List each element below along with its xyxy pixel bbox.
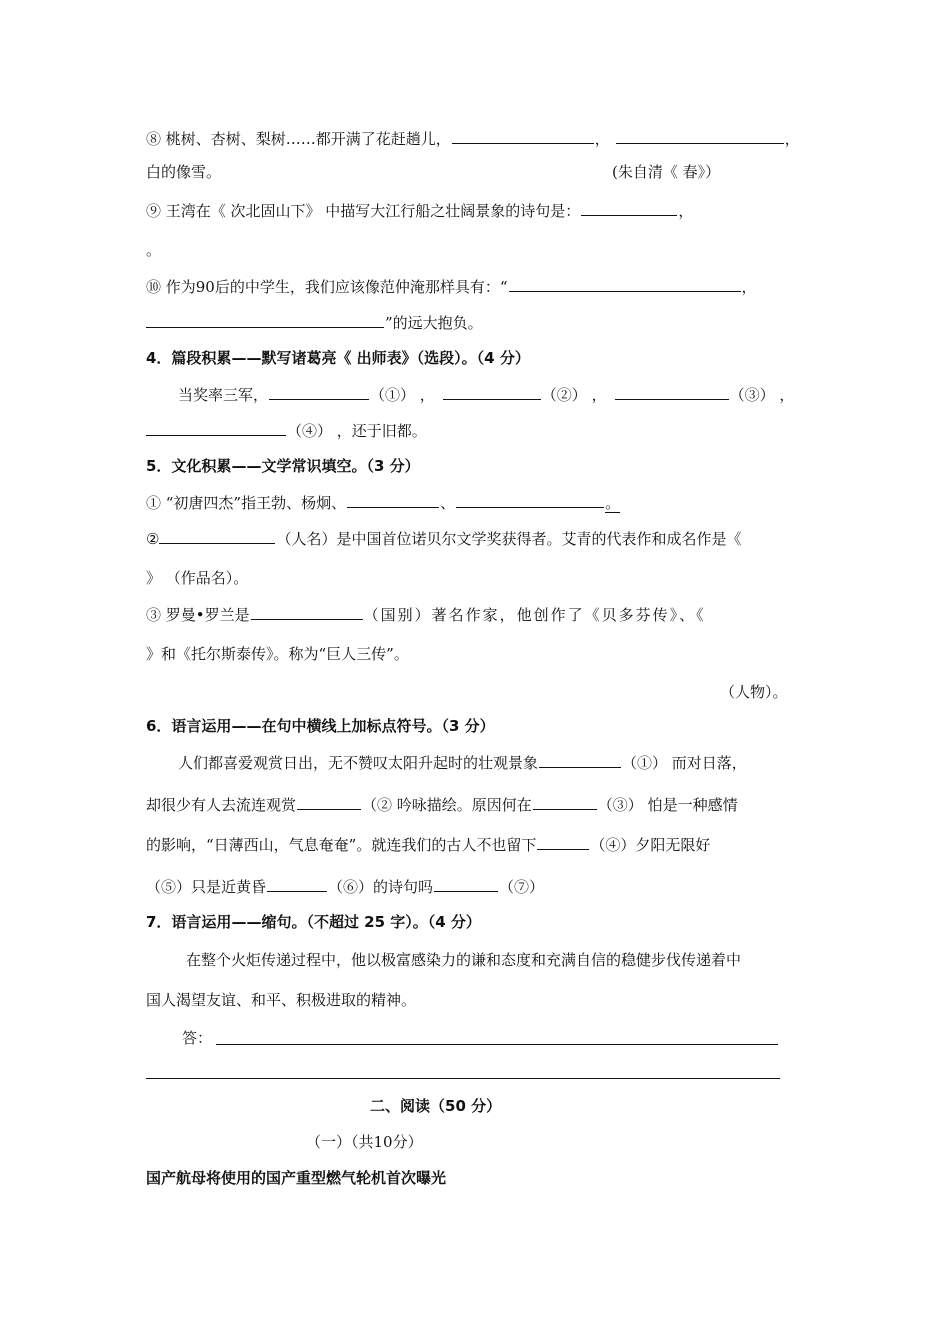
q6-title: 6．语言运用——在句中横线上加标点符号。（3 分） xyxy=(146,717,495,735)
q6-line2: 却很少有人去流连观赏 （② 吟咏描绘。原因何在 （③） 怕是一种感情 xyxy=(146,796,738,814)
blank-5-1a[interactable] xyxy=(347,492,439,508)
q6-line1: 人们都喜爱观赏日出，无不赞叹太阳升起时的壮观景象 （①） 而对日落， xyxy=(178,754,747,772)
blank-9[interactable] xyxy=(581,200,677,216)
blank-6-5[interactable] xyxy=(267,876,327,892)
q3-item8-line2 xyxy=(146,162,221,182)
q7-text1: 在整个火炬传递过程中，他以极富感染力的谦和态度和充满自信的稳健步伐传递着中 xyxy=(186,951,742,969)
q5-item3-line3: （人物）。 xyxy=(720,683,788,701)
q3-item9-line2: 。 xyxy=(146,241,162,259)
blank-6-6[interactable] xyxy=(434,876,498,892)
q7-title: 7．语言运用——缩句。（不超过 25 字）。（4 分） xyxy=(146,913,481,931)
q3-item8-text: ⑧ 桃树、杏树、梨树……都开满了花赶趟儿， xyxy=(146,130,451,148)
q7-answer-line-2[interactable] xyxy=(146,1078,780,1079)
q5-title: 5．文化积累——文学常识填空。（3 分） xyxy=(146,457,420,475)
blank-8a[interactable] xyxy=(452,128,594,144)
q5-item2-line2: 》 （作品名）。 xyxy=(146,569,249,587)
blank-6-3[interactable] xyxy=(533,794,597,810)
blank-5-1b[interactable] xyxy=(456,492,604,508)
q5-item1: ① “初唐四杰”指王勃、杨炯、 、 。 xyxy=(146,494,621,512)
blank-4-1[interactable] xyxy=(269,384,369,400)
q7-answer-label: 答： xyxy=(182,1029,213,1047)
blank-5-3[interactable] xyxy=(251,604,363,620)
q6-line4: （⑤）只是近黄昏 （⑥）的诗句吗 （⑦） xyxy=(146,878,545,896)
q4-title: 4．篇段积累——默写诸葛亮《 出师表》（选段）。（4 分） xyxy=(146,349,530,367)
blank-5-2[interactable] xyxy=(159,528,275,544)
blank-10b[interactable] xyxy=(146,312,384,328)
q3-item8-line1: ⑧ 桃树、杏树、梨树……都开满了花赶趟儿， ， ， xyxy=(146,130,800,148)
q4-line2: （④） ，还于旧都。 xyxy=(146,420,427,441)
part2-heading: 二、阅读（50 分） xyxy=(370,1097,502,1115)
blank-4-4[interactable] xyxy=(146,420,286,436)
q6-line3: 的影响，“日薄西山，气息奄奄”。就连我们的古人不也留下 （④）夕阳无限好 xyxy=(146,836,711,854)
q4-line1: 当奖率三军， （①） ， （②） ， （③） ， xyxy=(178,386,795,404)
q3-item10-line2: ”的远大抱负。 xyxy=(146,312,483,333)
blank-6-4[interactable] xyxy=(537,834,589,850)
q3-item10-line1: ⑩ 作为90后的中学生，我们应该像范仲淹那样具有：“ ， xyxy=(146,278,757,296)
q3-item8-source: (朱自清《 春》） xyxy=(612,163,721,181)
blank-6-1[interactable] xyxy=(539,752,621,768)
q3-item10-text: ⑩ 作为90后的中学生，我们应该像范仲淹那样具有：“ xyxy=(146,278,508,296)
q5-item3-line1: ③ 罗曼•罗兰是 （国别）著名作家，他创作了《贝多芬传》、《 xyxy=(146,606,706,624)
blank-4-3[interactable] xyxy=(615,384,729,400)
q3-item9-text: ⑨ 王湾在《 次北固山下》 中描写大江行船之壮阔景象的诗句是： xyxy=(146,202,581,220)
q7-answer-line-1[interactable] xyxy=(216,1044,778,1045)
q5-item2-line1: ② （人名）是中国首位诺贝尔文学奖获得者。艾青的代表作和成名作是《 xyxy=(146,530,742,548)
blank-8b[interactable] xyxy=(616,128,784,144)
article-title: 国产航母将使用的国产重型燃气轮机首次曝光 xyxy=(146,1169,447,1187)
q3-item9-line1: ⑨ 王湾在《 次北固山下》 中描写大江行船之壮阔景象的诗句是： ， xyxy=(146,202,694,220)
q3-item8-text2: 白的像雪。 xyxy=(146,163,222,181)
blank-10a[interactable] xyxy=(509,276,741,292)
q7-text2: 国人渴望友谊、和平、积极进取的精神。 xyxy=(146,991,417,1009)
part2-sub: （一）（共10分） xyxy=(306,1133,423,1151)
q5-item3-line2: 》和《托尔斯泰传》。称为“巨人三传”。 xyxy=(146,645,409,663)
blank-6-2[interactable] xyxy=(297,794,361,810)
blank-4-2[interactable] xyxy=(443,384,541,400)
